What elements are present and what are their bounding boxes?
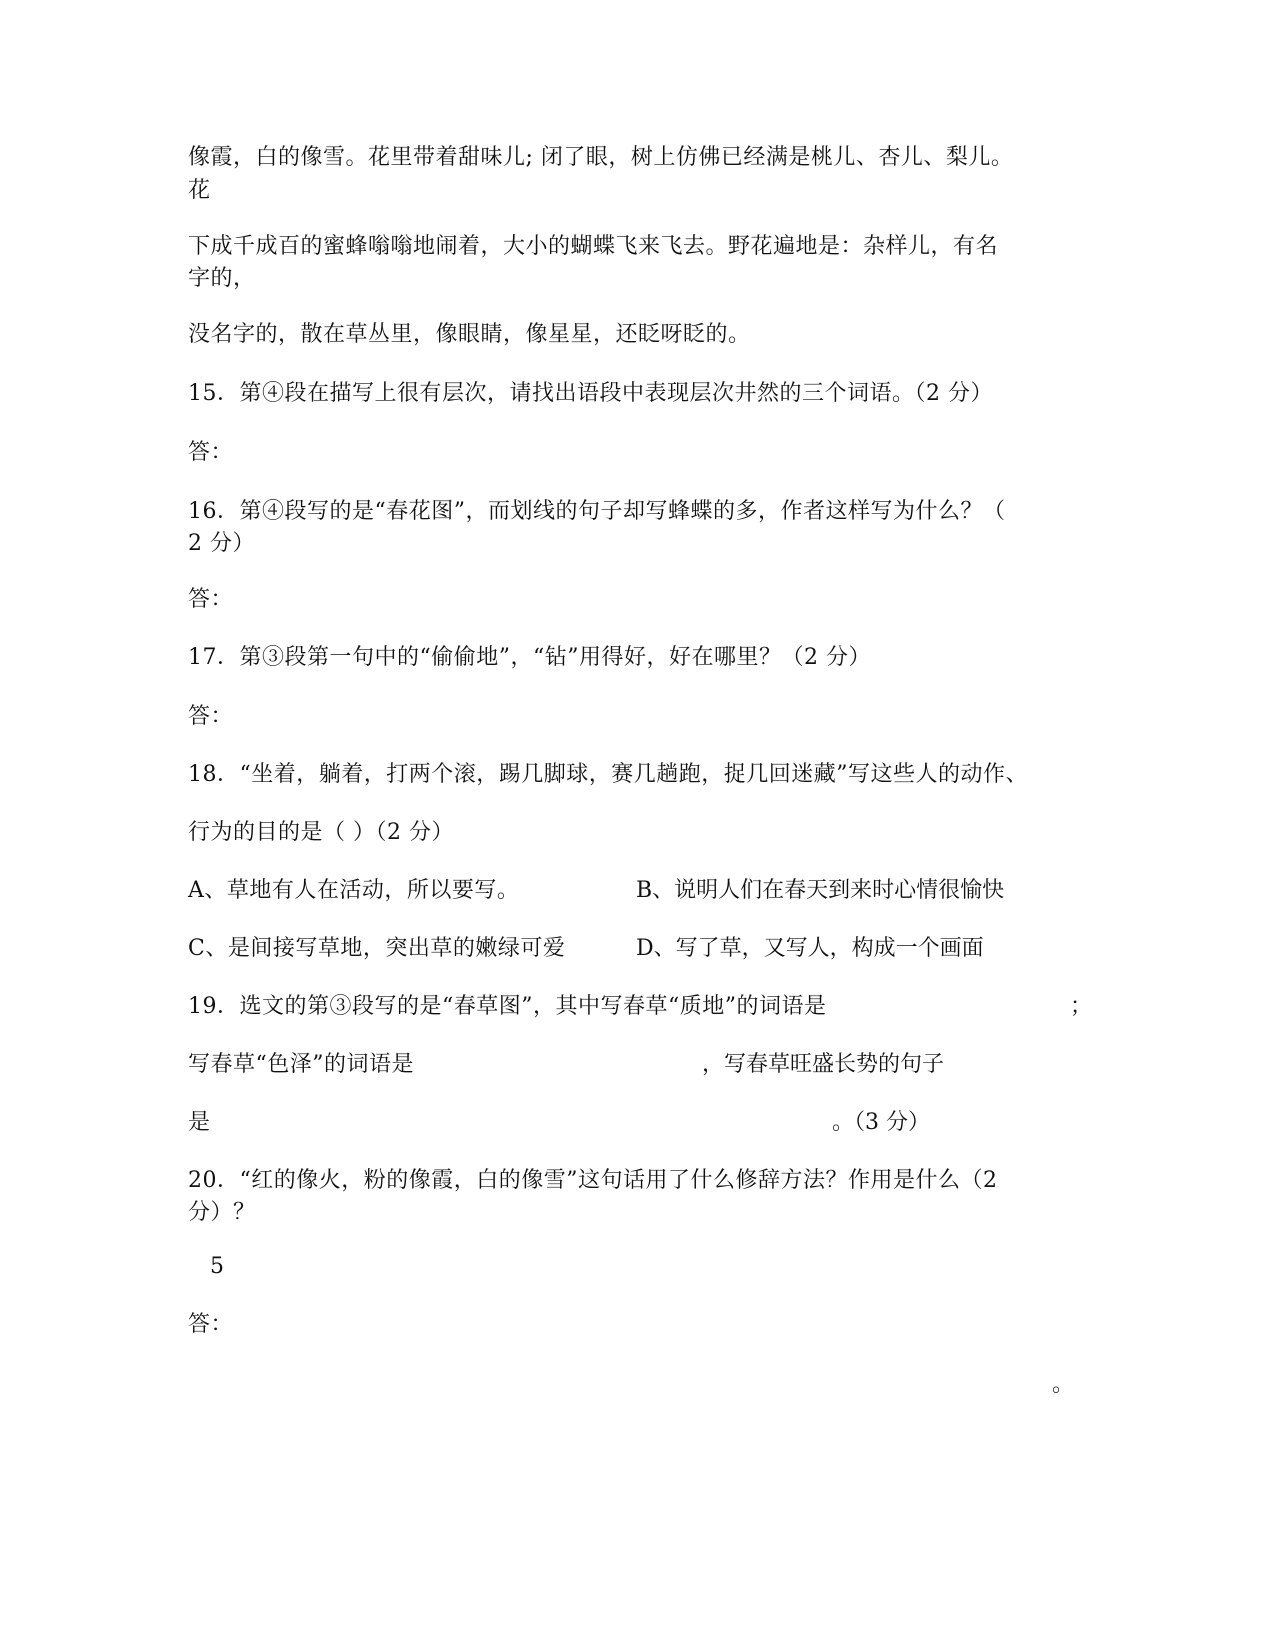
page-number: 5	[210, 1254, 224, 1279]
question-16: 16．第④段写的是“春花图”，而划线的句子却写蜂蝶的多，作者这样写为什么？（	[188, 499, 1006, 524]
question-17: 17．第③段第一句中的“偷偷地”，“钻”用得好，好在哪里？（2 分）	[188, 645, 871, 670]
passage-line-2-wrap: 字的，	[188, 266, 256, 291]
passage-line-3: 没名字的，散在草丛里，像眼睛，像星星，还眨呀眨的。	[188, 322, 751, 347]
passage-line-1-wrap: 花	[188, 178, 211, 203]
question-19: 19．选文的第③段写的是“春草图”，其中写春草“质地”的词语是	[188, 994, 827, 1019]
question-19-comma: ，写春草旺盛长势的句子	[702, 1052, 945, 1077]
option-a: A、草地有人在活动，所以要写。	[188, 878, 520, 903]
option-c: C、是间接写草地，突出草的嫩绿可爱	[188, 936, 566, 961]
answer-20-label: 答：	[188, 1312, 234, 1337]
passage-line-1: 像霞，白的像雪。花里带着甜味儿; 闭了眼，树上仿佛已经满是桃儿、杏儿、梨儿。	[188, 145, 1014, 170]
answer-16-label: 答：	[188, 587, 234, 612]
question-19-line-3: 是	[188, 1110, 211, 1135]
passage-line-2: 下成千成百的蜜蜂嗡嗡地闹着，大小的蝴蝶飞来飞去。野花遍地是：杂样儿，有名	[188, 234, 999, 259]
answer-17-label: 答：	[188, 704, 234, 729]
question-15: 15．第④段在描写上很有层次，请找出语段中表现层次井然的三个词语。（2 分）	[188, 381, 993, 406]
question-19-semicolon: ；	[1070, 994, 1093, 1019]
option-b: B、说明人们在春天到来时心情很愉快	[636, 878, 1005, 903]
question-19-end: 。（3 分）	[832, 1110, 930, 1135]
option-d: D、写了草，又写人，构成一个画面	[636, 936, 984, 961]
question-20-wrap: 分）？	[188, 1200, 256, 1225]
question-20: 20．“红的像火，粉的像霞，白的像雪”这句话用了什么修辞方法？作用是什么（2	[188, 1168, 998, 1193]
answer-20-end: 。	[1052, 1372, 1075, 1397]
question-18: 18．“坐着，躺着，打两个滚，踢几脚球，赛几趟跑，捉几回迷藏”写这些人的动作、	[188, 762, 1028, 787]
question-16-wrap: 2 分）	[188, 531, 255, 556]
answer-15-label: 答：	[188, 440, 234, 465]
question-18-line-2: 行为的目的是（ ）（2 分）	[188, 820, 454, 845]
question-19-line-2: 写春草“色泽”的词语是	[188, 1052, 414, 1077]
